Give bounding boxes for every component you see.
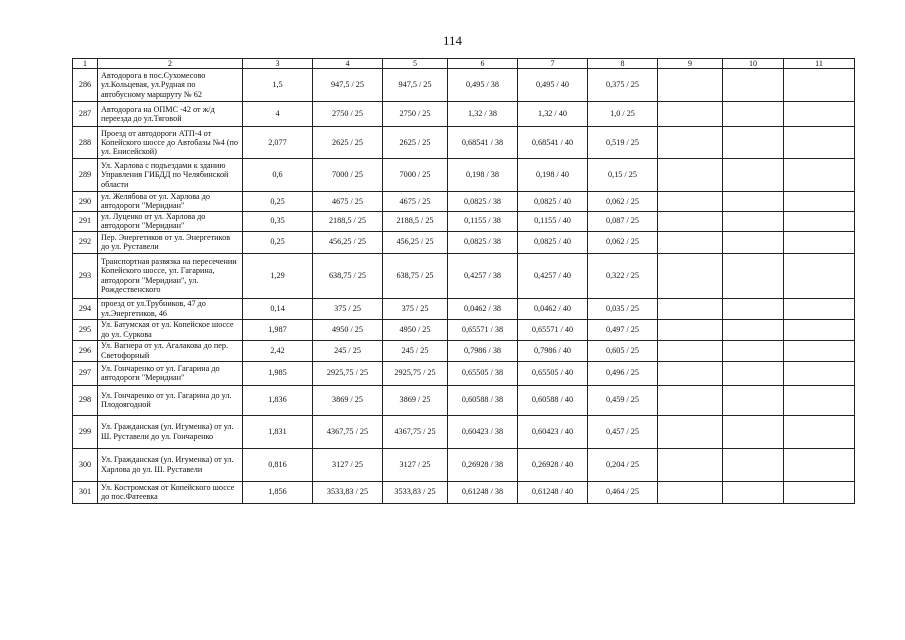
table-row	[73, 385, 855, 415]
road-name: ул. Луценко от ул. Харлова до автодороги "Меридиан"	[98, 211, 243, 231]
road-name: проезд от ул.Трубников, 47 до ул.Энергетиков, 46	[98, 298, 243, 319]
value-col4: 7000 / 25	[313, 159, 383, 192]
value-col7: 0,26928 / 40	[518, 448, 588, 481]
empty-col9	[658, 231, 723, 253]
value-col7: 0,0462 / 40	[518, 298, 588, 319]
value-col6: 0,68541 / 38	[448, 127, 518, 159]
road-name: Ул. Харлова с подъездами к зданию Управления ГИБДД по Челябинской области	[98, 159, 243, 192]
road-name: ул. Желябова от ул. Харлова до автодороги "Меридиан"	[98, 192, 243, 212]
road-name: Проезд от автодороги АТП-4 от Копейского шоссе до Автобазы №4 (по ул. Енисейской)	[98, 127, 243, 159]
length-cell: 1,5	[243, 69, 313, 102]
row-number: 298	[73, 385, 98, 415]
length-cell: 2,42	[243, 340, 313, 361]
table-row	[73, 415, 855, 448]
value-col7: 0,65505 / 40	[518, 361, 588, 385]
empty-col9	[658, 298, 723, 319]
length-cell: 1,987	[243, 319, 313, 340]
value-col7: 0,7986 / 40	[518, 340, 588, 361]
row-number: 290	[73, 192, 98, 212]
empty-col10	[723, 448, 784, 481]
row-number: 301	[73, 481, 98, 503]
row-number: 297	[73, 361, 98, 385]
value-col4: 4675 / 25	[313, 192, 383, 212]
value-col4: 638,75 / 25	[313, 253, 383, 298]
value-col8: 0,204 / 25	[588, 448, 658, 481]
value-col6: 0,198 / 38	[448, 159, 518, 192]
value-col8: 0,459 / 25	[588, 385, 658, 415]
value-col5: 456,25 / 25	[383, 231, 448, 253]
value-col6: 1,32 / 38	[448, 102, 518, 127]
empty-col9	[658, 415, 723, 448]
value-col5: 638,75 / 25	[383, 253, 448, 298]
empty-col9	[658, 361, 723, 385]
value-col8: 0,087 / 25	[588, 211, 658, 231]
length-cell: 0,14	[243, 298, 313, 319]
value-col8: 0,464 / 25	[588, 481, 658, 503]
length-cell: 1,29	[243, 253, 313, 298]
table-row	[73, 340, 855, 361]
empty-col10	[723, 385, 784, 415]
page-number: 114	[442, 33, 463, 48]
road-name: Автодорога в пос.Сухомесово ул.Кольцевая, ул.Рудная по автобусному маршруту № 62	[98, 69, 243, 102]
empty-col9	[658, 448, 723, 481]
length-cell: 0,816	[243, 448, 313, 481]
header-cell: 4	[313, 59, 383, 69]
value-col7: 0,198 / 40	[518, 159, 588, 192]
value-col5: 4367,75 / 25	[383, 415, 448, 448]
empty-col9	[658, 127, 723, 159]
value-col8: 0,15 / 25	[588, 159, 658, 192]
table-row	[73, 253, 855, 298]
empty-col11	[784, 127, 855, 159]
empty-col9	[658, 319, 723, 340]
empty-col11	[784, 102, 855, 127]
value-col4: 456,25 / 25	[313, 231, 383, 253]
header-cell: 2	[98, 59, 243, 69]
length-cell: 1,836	[243, 385, 313, 415]
value-col4: 2625 / 25	[313, 127, 383, 159]
empty-col11	[784, 448, 855, 481]
length-cell: 1,856	[243, 481, 313, 503]
row-number: 293	[73, 253, 98, 298]
empty-col9	[658, 481, 723, 503]
length-cell: 0,6	[243, 159, 313, 192]
row-number: 289	[73, 159, 98, 192]
value-col7: 1,32 / 40	[518, 102, 588, 127]
row-number: 294	[73, 298, 98, 319]
road-name: Ул. Вагнера от ул. Агалакова до пер. Светофорный	[98, 340, 243, 361]
value-col5: 2925,75 / 25	[383, 361, 448, 385]
row-number: 292	[73, 231, 98, 253]
empty-col11	[784, 298, 855, 319]
empty-col10	[723, 231, 784, 253]
empty-col11	[784, 385, 855, 415]
value-col6: 0,61248 / 38	[448, 481, 518, 503]
road-name: Пер. Энергетиков от ул. Энергетиков до ул. Руставели	[98, 231, 243, 253]
empty-col9	[658, 340, 723, 361]
value-col7: 0,495 / 40	[518, 69, 588, 102]
value-col6: 0,495 / 38	[448, 69, 518, 102]
value-col5: 375 / 25	[383, 298, 448, 319]
value-col5: 4950 / 25	[383, 319, 448, 340]
empty-col10	[723, 298, 784, 319]
value-col4: 375 / 25	[313, 298, 383, 319]
table-row	[73, 211, 855, 231]
value-col7: 0,4257 / 40	[518, 253, 588, 298]
table-row	[73, 69, 855, 102]
road-name: Ул. Батумская от ул. Копейское шоссе до ул. Суркова	[98, 319, 243, 340]
value-col4: 4950 / 25	[313, 319, 383, 340]
empty-col9	[658, 253, 723, 298]
header-cell: 1	[73, 59, 98, 69]
header-cell: 9	[658, 59, 723, 69]
road-name: Ул. Гражданская (ул. Игуменка) от ул. Ш. Руставели до ул. Гончаренко	[98, 415, 243, 448]
value-col8: 0,496 / 25	[588, 361, 658, 385]
empty-col9	[658, 211, 723, 231]
value-col6: 0,60423 / 38	[448, 415, 518, 448]
empty-col10	[723, 69, 784, 102]
value-col7: 0,60423 / 40	[518, 415, 588, 448]
value-col4: 3869 / 25	[313, 385, 383, 415]
empty-col9	[658, 69, 723, 102]
road-name: Транспортная развязка на пересечении Копейского шоссе, ул. Гагарина, автодороги "Меридиан", ул. Рождественского	[98, 253, 243, 298]
header-cell: 6	[448, 59, 518, 69]
value-col4: 2925,75 / 25	[313, 361, 383, 385]
value-col4: 947,5 / 25	[313, 69, 383, 102]
value-col6: 0,0825 / 38	[448, 231, 518, 253]
empty-col9	[658, 102, 723, 127]
value-col7: 0,0825 / 40	[518, 192, 588, 212]
empty-col11	[784, 319, 855, 340]
value-col6: 0,26928 / 38	[448, 448, 518, 481]
table-row	[73, 192, 855, 212]
table-row	[73, 127, 855, 159]
header-cell: 8	[588, 59, 658, 69]
value-col7: 0,68541 / 40	[518, 127, 588, 159]
value-col5: 2625 / 25	[383, 127, 448, 159]
header-cell: 5	[383, 59, 448, 69]
empty-col10	[723, 192, 784, 212]
empty-col11	[784, 69, 855, 102]
value-col6: 0,65571 / 38	[448, 319, 518, 340]
row-number: 288	[73, 127, 98, 159]
value-col8: 0,322 / 25	[588, 253, 658, 298]
value-col8: 0,375 / 25	[588, 69, 658, 102]
empty-col9	[658, 192, 723, 212]
empty-col10	[723, 253, 784, 298]
length-cell: 0,25	[243, 192, 313, 212]
empty-col10	[723, 211, 784, 231]
road-name: Автодорога на ОПМС -42 от ж/д переезда до ул.Тяговой	[98, 102, 243, 127]
value-col7: 0,0825 / 40	[518, 231, 588, 253]
value-col6: 0,65505 / 38	[448, 361, 518, 385]
length-cell: 2,077	[243, 127, 313, 159]
header-cell: 3	[243, 59, 313, 69]
value-col7: 0,65571 / 40	[518, 319, 588, 340]
value-col4: 3127 / 25	[313, 448, 383, 481]
empty-col11	[784, 415, 855, 448]
value-col7: 0,61248 / 40	[518, 481, 588, 503]
row-number: 286	[73, 69, 98, 102]
length-cell: 1,831	[243, 415, 313, 448]
empty-col10	[723, 415, 784, 448]
value-col8: 0,035 / 25	[588, 298, 658, 319]
value-col6: 0,0462 / 38	[448, 298, 518, 319]
value-col5: 3127 / 25	[383, 448, 448, 481]
table-row	[73, 448, 855, 481]
empty-col11	[784, 340, 855, 361]
empty-col11	[784, 253, 855, 298]
length-cell: 0,35	[243, 211, 313, 231]
empty-col10	[723, 319, 784, 340]
road-name: Ул. Гончаренко от ул. Гагарина до ул. Плодоягодной	[98, 385, 243, 415]
value-col5: 3869 / 25	[383, 385, 448, 415]
table-row	[73, 159, 855, 192]
value-col6: 0,0825 / 38	[448, 192, 518, 212]
table-row	[73, 319, 855, 340]
roads-table	[72, 58, 855, 504]
header-cell: 11	[784, 59, 855, 69]
value-col6: 0,1155 / 38	[448, 211, 518, 231]
value-col4: 3533,83 / 25	[313, 481, 383, 503]
value-col8: 1,0 / 25	[588, 102, 658, 127]
value-col8: 0,062 / 25	[588, 231, 658, 253]
row-number: 296	[73, 340, 98, 361]
row-number: 300	[73, 448, 98, 481]
empty-col10	[723, 481, 784, 503]
table-row	[73, 102, 855, 127]
table-row	[73, 298, 855, 319]
length-cell: 1,985	[243, 361, 313, 385]
value-col5: 245 / 25	[383, 340, 448, 361]
value-col4: 245 / 25	[313, 340, 383, 361]
value-col5: 4675 / 25	[383, 192, 448, 212]
empty-col10	[723, 102, 784, 127]
row-number: 299	[73, 415, 98, 448]
value-col8: 0,457 / 25	[588, 415, 658, 448]
length-cell: 0,25	[243, 231, 313, 253]
value-col8: 0,605 / 25	[588, 340, 658, 361]
empty-col11	[784, 481, 855, 503]
value-col4: 2188,5 / 25	[313, 211, 383, 231]
value-col7: 0,60588 / 40	[518, 385, 588, 415]
value-col7: 0,1155 / 40	[518, 211, 588, 231]
empty-col11	[784, 159, 855, 192]
empty-col10	[723, 361, 784, 385]
empty-col10	[723, 127, 784, 159]
empty-col9	[658, 159, 723, 192]
empty-col11	[784, 192, 855, 212]
empty-col11	[784, 231, 855, 253]
header-cell: 10	[723, 59, 784, 69]
empty-col11	[784, 361, 855, 385]
row-number: 291	[73, 211, 98, 231]
length-cell: 4	[243, 102, 313, 127]
value-col6: 0,7986 / 38	[448, 340, 518, 361]
value-col4: 4367,75 / 25	[313, 415, 383, 448]
value-col4: 2750 / 25	[313, 102, 383, 127]
value-col5: 7000 / 25	[383, 159, 448, 192]
table-row	[73, 481, 855, 503]
value-col8: 0,497 / 25	[588, 319, 658, 340]
value-col8: 0,062 / 25	[588, 192, 658, 212]
road-name: Ул. Гражданская (ул. Игуменка) от ул. Харлова до ул. Ш. Руставели	[98, 448, 243, 481]
header-row	[73, 59, 855, 69]
value-col5: 3533,83 / 25	[383, 481, 448, 503]
empty-col10	[723, 340, 784, 361]
table-row	[73, 231, 855, 253]
header-cell: 7	[518, 59, 588, 69]
value-col6: 0,60588 / 38	[448, 385, 518, 415]
empty-col11	[784, 211, 855, 231]
value-col8: 0,519 / 25	[588, 127, 658, 159]
value-col6: 0,4257 / 38	[448, 253, 518, 298]
table-row	[73, 361, 855, 385]
empty-col10	[723, 159, 784, 192]
value-col5: 947,5 / 25	[383, 69, 448, 102]
value-col5: 2188,5 / 25	[383, 211, 448, 231]
empty-col9	[658, 385, 723, 415]
row-number: 295	[73, 319, 98, 340]
value-col5: 2750 / 25	[383, 102, 448, 127]
road-name: Ул. Гончаренко от ул. Гагарина до автодороги "Меридиан"	[98, 361, 243, 385]
road-name: Ул. Костромская от Копейского шоссе до пос.Фатеевка	[98, 481, 243, 503]
row-number: 287	[73, 102, 98, 127]
